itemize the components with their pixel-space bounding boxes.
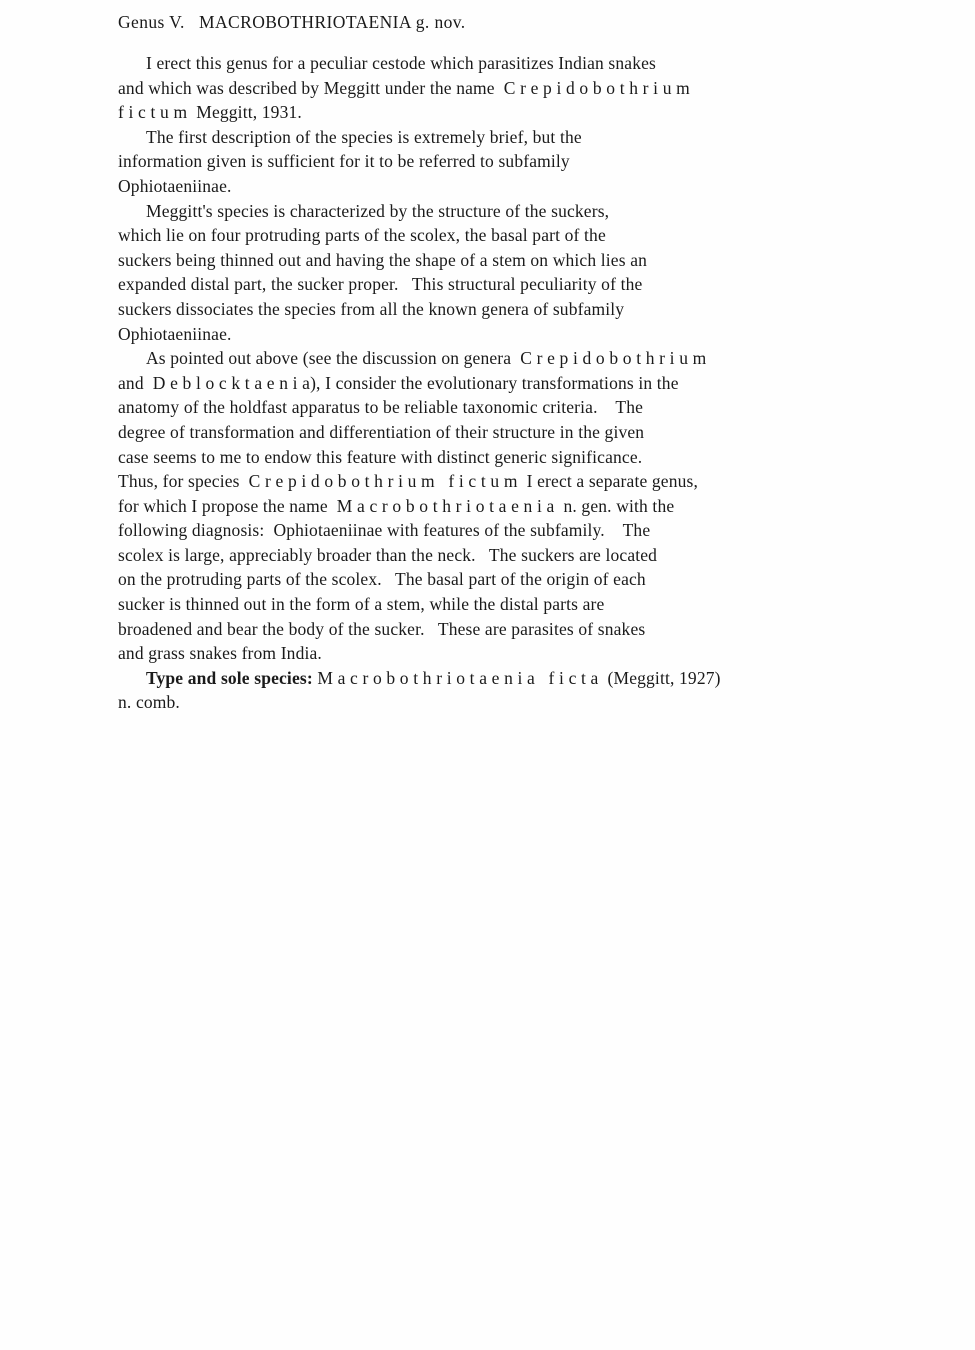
paragraph-line: suckers dissociates the species from all the known genera of subfamily bbox=[118, 298, 625, 319]
paragraph-line: sucker is thinned out in the form of a stem, while the distal parts are bbox=[118, 594, 605, 615]
paragraph-4 bbox=[118, 346, 866, 666]
paragraph-2 bbox=[118, 125, 866, 199]
paragraph-line: degree of transformation and differentiation of their structure in the given bbox=[118, 421, 645, 442]
paragraph-line: The first description of the species is extremely brief, but the bbox=[146, 126, 582, 147]
paragraph-3 bbox=[118, 199, 866, 347]
paragraph-1 bbox=[118, 51, 866, 125]
paragraph-line: I erect this genus for a peculiar cestode which parasitizes Indian snakes bbox=[146, 53, 656, 73]
paragraph-line: Ophiotaeniinae. bbox=[118, 175, 232, 196]
paragraph-line: f i c t u m Meggitt, 1931. bbox=[118, 102, 302, 123]
type-species-paragraph bbox=[118, 666, 866, 715]
paragraph-line: Thus, for species C r e p i d o b o t h r i u m f i c t u m I erect a separate genus, bbox=[118, 471, 698, 492]
paragraph-line: case seems to me to endow this feature with distinct generic significance. bbox=[118, 446, 643, 467]
paragraph-line: Meggitt's species is characterized by the structure of the suckers, bbox=[146, 200, 610, 221]
paragraph-line: and D e b l o c k t a e n i a), I consider the evolutionary transformations in the bbox=[118, 372, 679, 393]
paragraph-line: suckers being thinned out and having the shape of a stem on which lies an bbox=[118, 249, 648, 270]
paragraph-line: As pointed out above (see the discussion on genera C r e p i d o b o t h r i u m bbox=[146, 348, 707, 369]
paragraph-line bbox=[118, 666, 866, 691]
paragraph-line: and which was described by Meggitt under the name C r e p i d o b o t h r i u m bbox=[118, 77, 690, 98]
type-species-label: Type and sole species: bbox=[146, 667, 313, 688]
paragraph-line: Ophiotaeniinae. bbox=[118, 323, 232, 344]
paragraph-line: scolex is large, appreciably broader than the neck. The suckers are located bbox=[118, 544, 658, 565]
type-species-name: M a c r o b o t h r i o t a e n i a f i c t a (Meggitt, 1927) bbox=[312, 667, 721, 688]
paragraph-line: which lie on four protruding parts of the scolex, the basal part of the bbox=[118, 225, 606, 246]
document-body bbox=[118, 12, 866, 715]
paragraph-line: n. comb. bbox=[118, 692, 180, 713]
paragraph-line: expanded distal part, the sucker proper. This structural peculiarity of the bbox=[118, 274, 643, 295]
paragraph-line: anatomy of the holdfast apparatus to be reliable taxonomic criteria. The bbox=[118, 397, 644, 418]
paragraph-line: following diagnosis: Ophiotaeniinae with features of the subfamily. The bbox=[118, 520, 651, 541]
paragraph-line: and grass snakes from India. bbox=[118, 643, 322, 664]
paragraph-line: broadened and bear the body of the sucker. These are parasites of snakes bbox=[118, 618, 646, 639]
paragraph-line: on the protruding parts of the scolex. The basal part of the origin of each bbox=[118, 569, 646, 590]
paragraph-line: information given is sufficient for it to be referred to subfamily bbox=[118, 151, 570, 172]
paragraph-line: for which I propose the name M a c r o b o t h r i o t a e n i a n. gen. with the bbox=[118, 495, 675, 516]
genus-heading: Genus V. MACROBOTHRIOTAENIA g. nov. bbox=[118, 12, 466, 32]
